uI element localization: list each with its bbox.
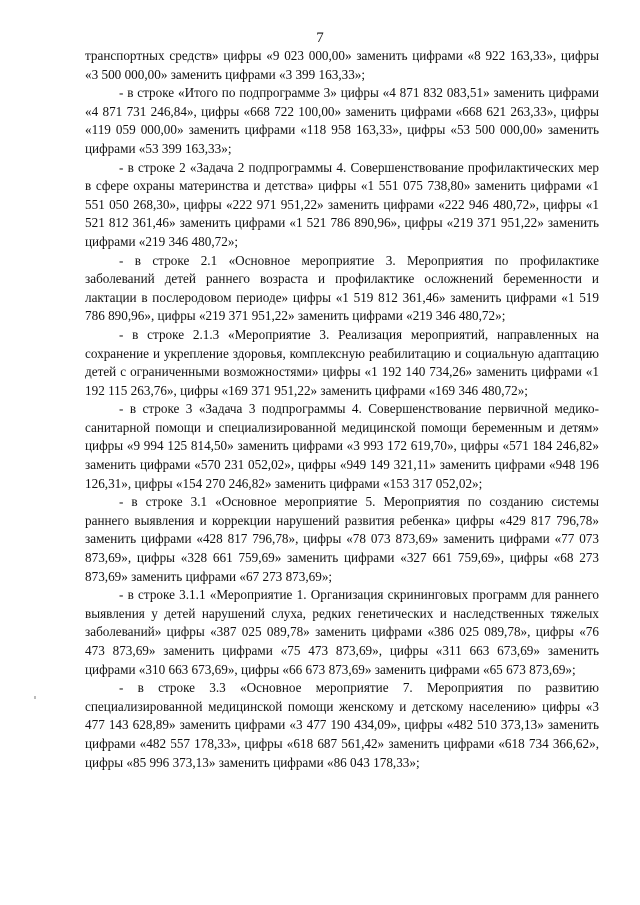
scan-speck <box>34 696 36 699</box>
paragraph-row-2-1: - в строке 2.1 «Основное мероприятие 3. Мероприятия по профилактике заболеваний детей раннего возраста и профилактике осложнений беременности и лактации в послеродовом периоде» цифры «1 519 812 361,46» заменить цифрами «1 519 786 890,96», цифры «219 371 951,22» заменить цифрами «219 346 480,72»; <box>85 252 599 324</box>
paragraph-row-3-1-1: - в строке 3.1.1 «Мероприятие 1. Организация скрининговых программ для раннего выявления у детей нарушений слуха, редких генетических и наследственных тяжелых заболеваний» цифры «387 025 089,78» заменить цифрами «386 025 089,78», цифры «76 473 873,69» заменить цифрами «75 473 873,69», цифры «311 663 673,69» заменить цифрами «310 663 673,69», цифры «66 673 873,69» заменить цифрами «65 673 873,69»; <box>85 587 599 677</box>
paragraph-row-2-1-3: - в строке 2.1.3 «Мероприятие 3. Реализация мероприятий, направленных на сохранение и укрепление здоровья, комплексную реабилитацию и социальную адаптацию детей с ограниченными возможностями» цифры «1 192 140 734,26» заменить цифрами «1 192 115 263,76», цифры «169 371 951,22» заменить цифрами «169 346 480,72»; <box>85 326 599 398</box>
paragraph-continuation: транспортных средств» цифры «9 023 000,00» заменить цифрами «8 922 163,33», цифры «3 500 000,00» заменить цифрами «3 399 163,33»; <box>85 48 599 82</box>
page-number: 7 <box>316 30 324 46</box>
paragraph-row-2: - в строке 2 «Задача 2 подпрограммы 4. Совершенствование профилактических мер в сфере охраны материнства и детства» цифры «1 551 075 738,80» заменить цифрами «1 551 050 268,30», цифры «222 971 951,22» заменить цифрами «222 946 480,72», цифры «1 521 812 361,46» заменить цифрами «1 521 786 890,96», цифры «219 371 951,22» заменить цифрами «219 346 480,72»; <box>85 159 599 249</box>
paragraph-row-3-1: - в строке 3.1 «Основное мероприятие 5. Мероприятия по созданию системы раннего выявления и коррекции нарушений развития ребенка» цифры «429 817 796,78» заменить цифрами «428 817 796,78», цифры «78 073 873,69» заменить цифрами «77 073 873,69», цифры «328 661 759,69» заменить цифрами «327 661 759,69», цифры «68 273 873,69» заменить цифрами «67 273 873,69»; <box>85 494 599 584</box>
document-body <box>85 47 599 772</box>
paragraph-row-3-3: - в строке 3.3 «Основное мероприятие 7. Мероприятия по развитию специализированной медицинской помощи женскому и детскому населению» цифры «3 477 143 628,89» заменить цифрами «3 477 190 434,09», цифры «482 510 373,13» заменить цифрами «482 557 178,33», цифры «618 687 561,42» заменить цифрами «618 734 366,62», цифры «85 996 373,13» заменить цифрами «86 043 178,33»; <box>85 680 599 770</box>
paragraph-itogo-podprogramma-3: - в строке «Итого по подпрограмме 3» цифры «4 871 832 083,51» заменить цифрами «4 871 731 246,84», цифры «668 722 100,00» заменить цифрами «668 621 263,33», цифры «119 059 000,00» заменить цифрами «118 958 163,33», цифры «53 500 000,00» заменить цифрами «53 399 163,33»; <box>85 85 599 156</box>
paragraph-row-3: - в строке 3 «Задача 3 подпрограммы 4. Совершенствование первичной медико-санитарной помощи и специализированной медицинской помощи беременным и детям» цифры «9 994 125 814,50» заменить цифрами «3 993 172 619,70», цифры «571 184 246,82» заменить цифрами «570 231 052,02», цифры «949 149 321,11» заменить цифрами «948 196 126,31», цифры «154 270 246,82» заменить цифрами «153 317 052,02»; <box>85 401 599 491</box>
